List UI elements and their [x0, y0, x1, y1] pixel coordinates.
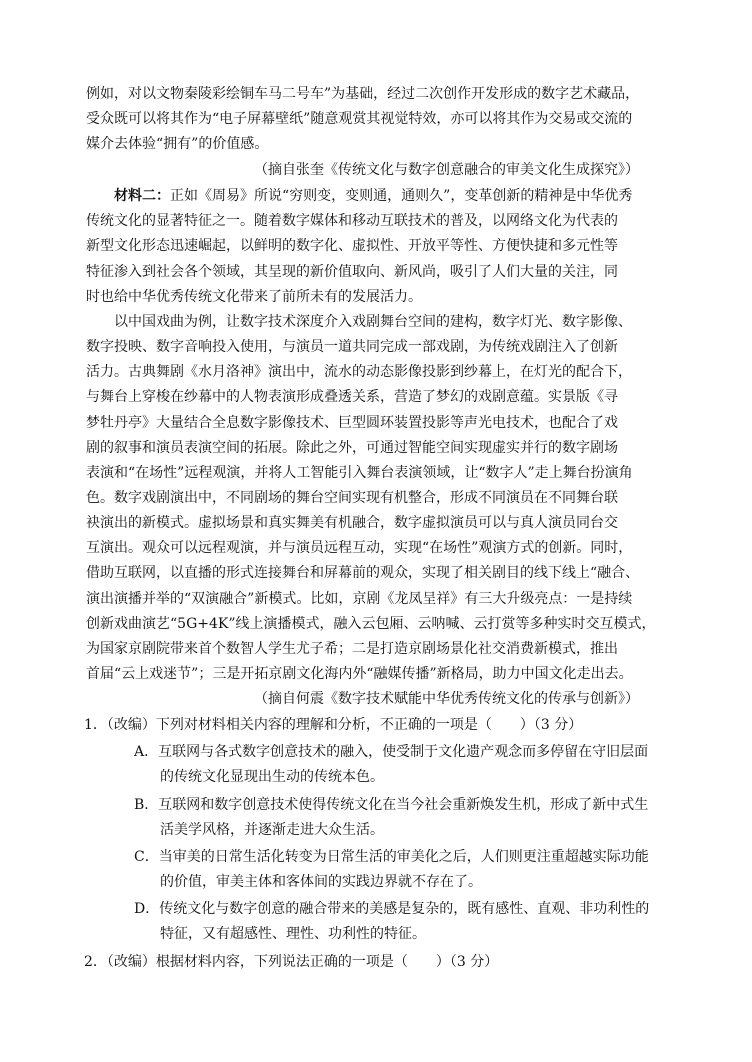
option-b: B．互联网和数字创意技术使得传统文化在当今社会重新焕发生机，形成了新中式生	[134, 797, 649, 813]
text-line: 时也给中华优秀传统文化带来了前所未有的发展活力。	[86, 289, 422, 305]
option-d-continued: 特征，又有超感性、理性、功利性的特征。	[160, 926, 426, 942]
material-label: 材料二：	[114, 188, 170, 204]
text-line: 为国家京剧院带来首个数智人学生尤子希；二是打造京剧场景化社交消费新模式，推出	[86, 641, 618, 657]
option-b-continued: 活美学风格，并逐渐走进大众生活。	[160, 822, 384, 838]
option-a-continued: 的传统文化显现出生动的传统本色。	[160, 769, 384, 785]
text-line: 梦牡丹亭》大量结合全息数字影像技术、巨型圆环装置投影等声光电技术，也配合了戏	[86, 415, 618, 431]
text-line: 数字投映、数字音响投入使用，与演员一道共同完成一部戏剧，为传统戏剧注入了创新	[86, 339, 618, 355]
option-c: C．当审美的日常生活化转变为日常生活的审美化之后，人们则更注重超越实际功能	[134, 849, 649, 865]
text-line: 演出演播并举的“双演融合”新模式。比如，京剧《龙凤呈祥》有三大升级亮点：一是持续	[86, 591, 633, 607]
text-line: 袂演出的新模式。虚拟场景和真实舞美有机融合，数字虚拟演员可以与真人演员同台交	[86, 515, 618, 531]
text-line: 借助互联网，以直播的形式连接舞台和屏幕前的观众，实现了相关剧目的线下线上“融合、	[86, 565, 640, 581]
text-line: 媒介去体验“拥有”的价值感。	[86, 136, 269, 152]
text-line: 首届“云上戏迷节”；三是开拓京剧文化海内外“融媒传播”新格局，助力中国文化走出去。	[86, 666, 633, 682]
text-line: 创新戏曲演艺“5G+4K”线上演播模式，融入云包厢、云呐喊、云打赏等多种实时交互模式，	[86, 616, 656, 632]
source-citation: （摘自何震《数字技术赋能中华优秀传统文化的传承与创新》）	[254, 691, 639, 707]
source-citation: （摘自张奎《传统文化与数字创意融合的审美文化生成探究》）	[254, 162, 639, 178]
text-line: 受众既可以将其作为“电子屏幕壁纸”随意观赏其视觉特效，亦可以将其作为交易或交流的	[86, 111, 633, 127]
text-line: 例如，对以文物秦陵彩绘铜车马二号车”为基础，经过二次创作开发形成的数字艺术藏品，	[86, 86, 640, 102]
text-line: 以中国戏曲为例，让数字技术深度介入戏剧舞台空间的建构，数字灯光、数字影像、	[114, 314, 632, 330]
question-1: 1．（改编）下列对材料相关内容的理解和分析，不正确的一项是（ ）（3 分）	[84, 717, 583, 733]
text-line: 与舞台上穿梭在纱幕中的人物表演形成叠透关系，营造了梦幻的戏剧意蕴。实景版《寻	[86, 389, 618, 405]
option-a: A．互联网与各式数字创意技术的融入，使受制于文化遗产观念而多停留在守旧层面	[134, 744, 649, 760]
text-line: 剧的叙事和演员表演空间的拓展。除此之外，可通过智能空间实现虚实并行的数字剧场	[86, 440, 618, 456]
text-line: 新型文化形态迅速崛起，以鲜明的数字化、虚拟性、开放平等性、方便快捷和多元性等	[86, 238, 618, 254]
text-line: 色。数字戏剧演出中，不同剧场的舞台空间实现有机整合，形成不同演员在不同舞台联	[86, 490, 618, 506]
text-line: 活力。古典舞剧《水月洛神》演出中，流水的动态影像投影到纱幕上，在灯光的配合下，	[86, 364, 632, 380]
option-c-continued: 的价值，审美主体和客体间的实践边界就不存在了。	[160, 874, 482, 890]
material-two-paragraph	[114, 186, 632, 206]
text-line: 正如《周易》所说“穷则变，变则通，通则久”，变革创新的精神是中华优秀	[170, 188, 633, 204]
option-d: D．传统文化与数字创意的融合带来的美感是复杂的，既有感性、直观、非功利性的	[134, 901, 650, 917]
text-line: 传统文化的显著特征之一。随着数字媒体和移动互联技术的普及，以网络文化为代表的	[86, 213, 618, 229]
text-line: 特征渗入到社会各个领域，其呈现的新价值取向、新风尚，吸引了人们大量的关注，同	[86, 264, 618, 280]
question-2: 2．（改编）根据材料内容，下列说法正确的一项是（ ）（3 分）	[84, 954, 499, 970]
text-line: 表演和“在场性”远程观演，并将人工智能引入舞台表演领域，让“数字人”走上舞台扮演角	[86, 465, 633, 481]
text-line: 互演出。观众可以远程观演，并与演员远程互动，实现“在场性”观演方式的创新。同时，	[86, 540, 633, 556]
